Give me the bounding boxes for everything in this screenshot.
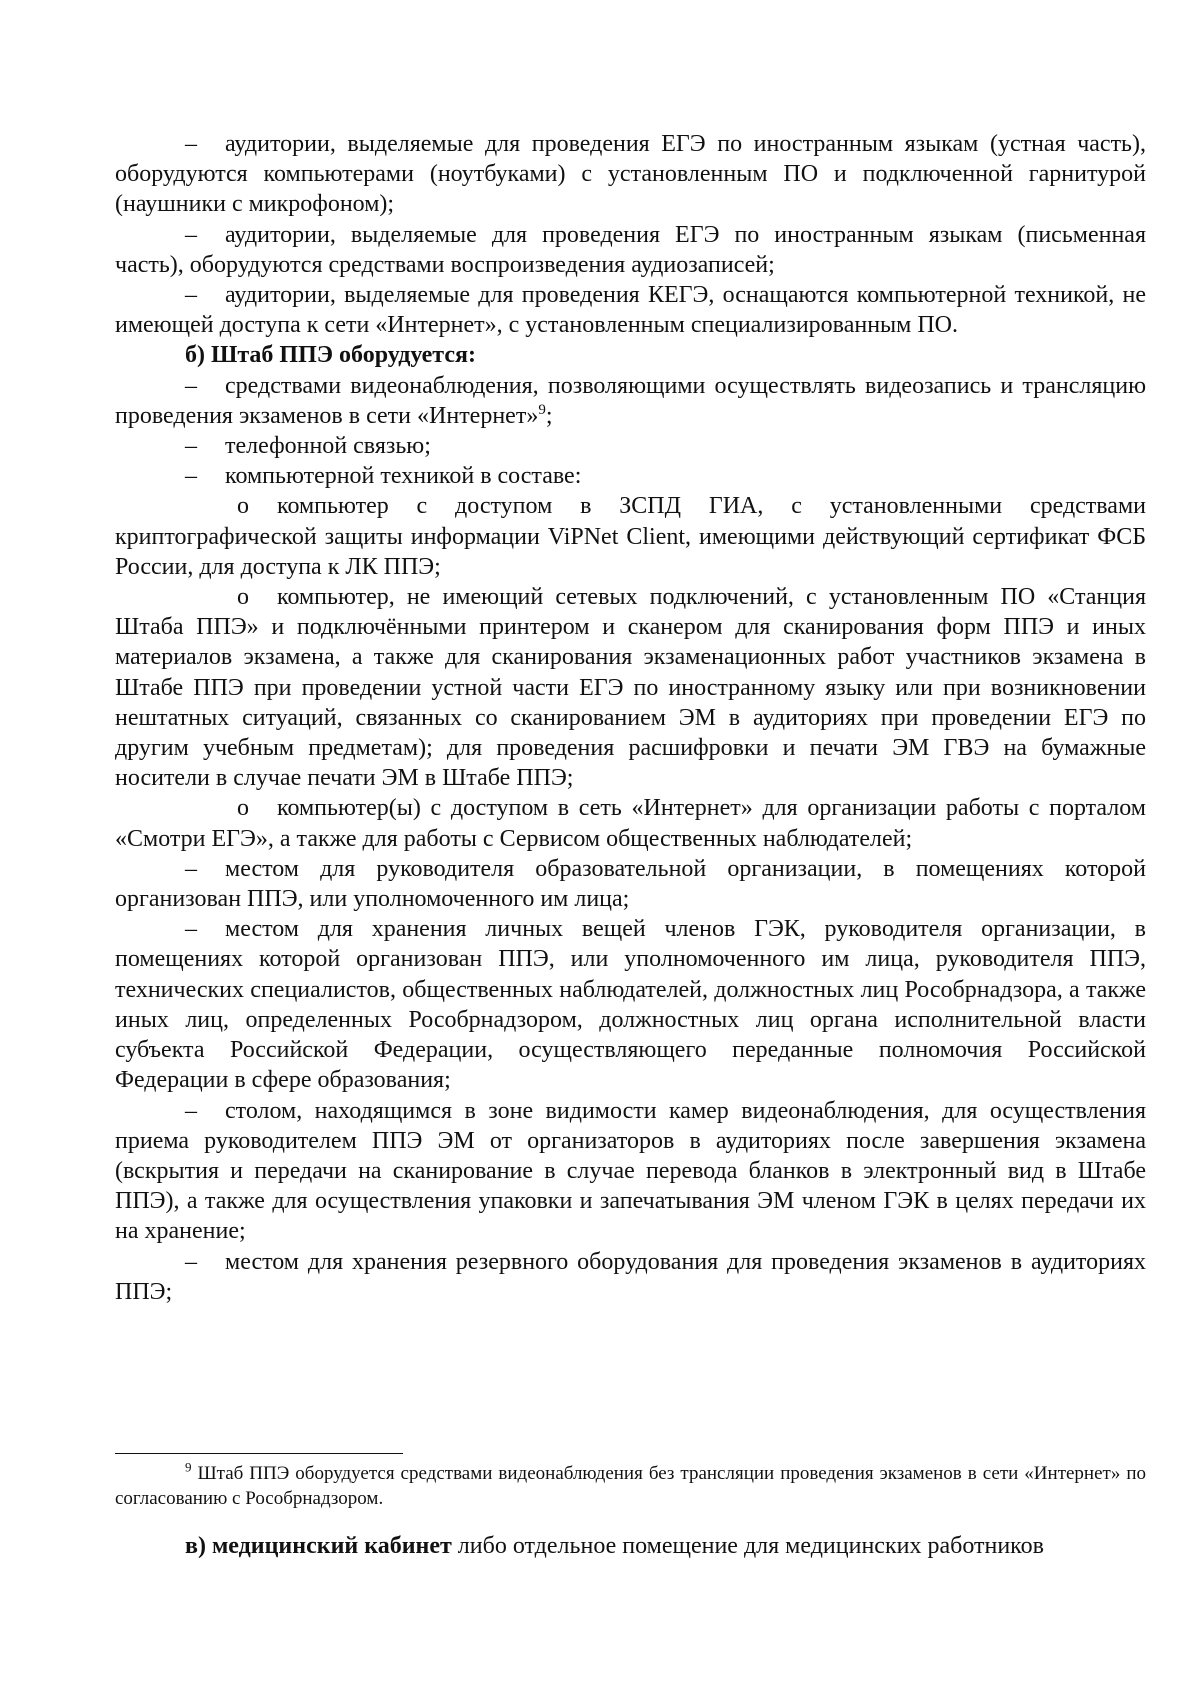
footnote-separator [115, 1453, 403, 1454]
dash-marker: – [185, 131, 197, 157]
dash-marker: – [185, 221, 197, 248]
sub-list-item-text: компьютер с доступом в ЗСПД ГИА, с установленными средствами криптографической защиты информации ViPNet Client, имеющими действующий сертификат ФСБ России, для доступа к ЛК ППЭ; [115, 493, 1146, 580]
dash-marker: – [185, 282, 197, 309]
list-item [115, 1247, 1146, 1307]
list-item [115, 129, 1146, 220]
section-heading: б) Штаб ППЭ оборудуется: [185, 342, 477, 369]
sub-list-item [115, 582, 1146, 793]
footnote-number: 9 [185, 1459, 192, 1475]
footnote-text: Штаб ППЭ оборудуется средствами видеонаблюдения без трансляции проведения экзаменов в сети «Интернет» по согласованию с Рособрнадзором. [115, 1463, 1146, 1509]
list-item [115, 914, 1146, 1095]
list-item-text: столом, находящимся в зоне видимости камер видеонаблюдения, для осуществления приема руководителем ППЭ ЭМ от организаторов в аудиториях после завершения экзамена (вскрытия и передачи на сканирование в случае перевода бланков в электронный вид в Штабе ППЭ), а также для осуществления упаковки и запечатывания ЭМ членом ГЭК в целях передачи их на хранение; [115, 1097, 1146, 1245]
circle-bullet-icon: o [237, 584, 249, 611]
dash-marker: – [185, 433, 197, 460]
dash-marker: – [185, 372, 197, 399]
list-item [115, 371, 1146, 431]
list-item-text: телефонной связью; [225, 433, 431, 460]
list-item-text: средствами видеонаблюдения, позволяющими осуществлять видеозапись и трансляцию проведения экзаменов в сети «Интернет» [115, 372, 1146, 429]
footnote [115, 1461, 1146, 1511]
sub-list-item [115, 491, 1146, 582]
list-item [115, 280, 1146, 340]
list-item [115, 431, 1146, 461]
sub-list-item-text: компьютер, не имеющий сетевых подключений, с установленным ПО «Станция Штаба ППЭ» и подключёнными принтером и сканером для сканирования форм ППЭ и иных материалов экзамена, а также для сканирования экзаменационных работ участников экзамена в Штабе ППЭ при проведении устной части ЕГЭ по иностранному языку или при возникновении нештатных ситуаций, связанных со сканированием ЭМ в аудиториях при проведении ЕГЭ по другим учебным предметам); для проведения расшифровки и печати ЭМ ГВЭ на бумажные носители в случае печати ЭМ в Штабе ППЭ; [115, 584, 1146, 792]
list-item-text: компьютерной техникой в составе: [225, 463, 582, 490]
dash-marker: – [185, 855, 197, 882]
dash-marker: – [185, 1097, 197, 1124]
footnote-reference[interactable]: 9 [538, 401, 546, 418]
dash-marker: – [185, 463, 197, 490]
sub-list-item [115, 793, 1146, 853]
list-item-text: аудитории, выделяемые для проведения ЕГЭ по иностранным языкам (устная часть), оборудуются компьютерами (ноутбуками) с установленным ПО и подключенной гарнитурой (наушники с микрофоном); [115, 131, 1146, 218]
dash-marker: – [185, 916, 197, 943]
list-item [115, 854, 1146, 914]
list-item-tail: ; [545, 402, 553, 429]
section-heading-bold: в) медицинский кабинет [185, 1533, 452, 1559]
circle-bullet-icon: o [237, 795, 249, 822]
list-item [115, 1096, 1146, 1247]
list-item-text: местом для руководителя образовательной организации, в помещениях которой организован ППЭ, или уполномоченного им лица; [115, 855, 1146, 913]
main-text [115, 129, 1146, 1307]
list-item [115, 461, 1146, 491]
circle-bullet-icon: o [237, 493, 249, 520]
dash-marker: – [185, 1248, 197, 1275]
section-continuation-text: либо отдельное помещение для медицинских работников [451, 1533, 1044, 1559]
sub-list-item-text: компьютер(ы) с доступом в сеть «Интернет» для организации работы с порталом «Смотри ЕГЭ», а также для работы с Сервисом общественных наблюдателей; [115, 795, 1146, 852]
section-continuation [115, 1531, 1146, 1561]
list-item-text: аудитории, выделяемые для проведения ЕГЭ по иностранным языкам (письменная часть), оборудуются средствами воспроизведения аудиозаписей; [115, 221, 1146, 278]
list-item-text: аудитории, выделяемые для проведения КЕГЭ, оснащаются компьютерной техникой, не имеющей доступа к сети «Интернет», с установленным специализированным ПО. [115, 282, 1146, 339]
list-item-text: местом для хранения личных вещей членов ГЭК, руководителя организации, в помещениях которой организован ППЭ, или уполномоченного им лица, руководителя ППЭ, технических специалистов, общественных наблюдателей, должностных лиц Рособрнадзора, а также иных лиц, определенных Рособрнадзором, должностных лиц органа исполнительной власти субъекта Российской Федерации, осуществляющего переданные полномочия Российской Федерации в сфере образования; [115, 916, 1146, 1094]
list-item [115, 220, 1146, 280]
list-item-text: местом для хранения резервного оборудования для проведения экзаменов в аудиториях ППЭ; [115, 1248, 1146, 1305]
